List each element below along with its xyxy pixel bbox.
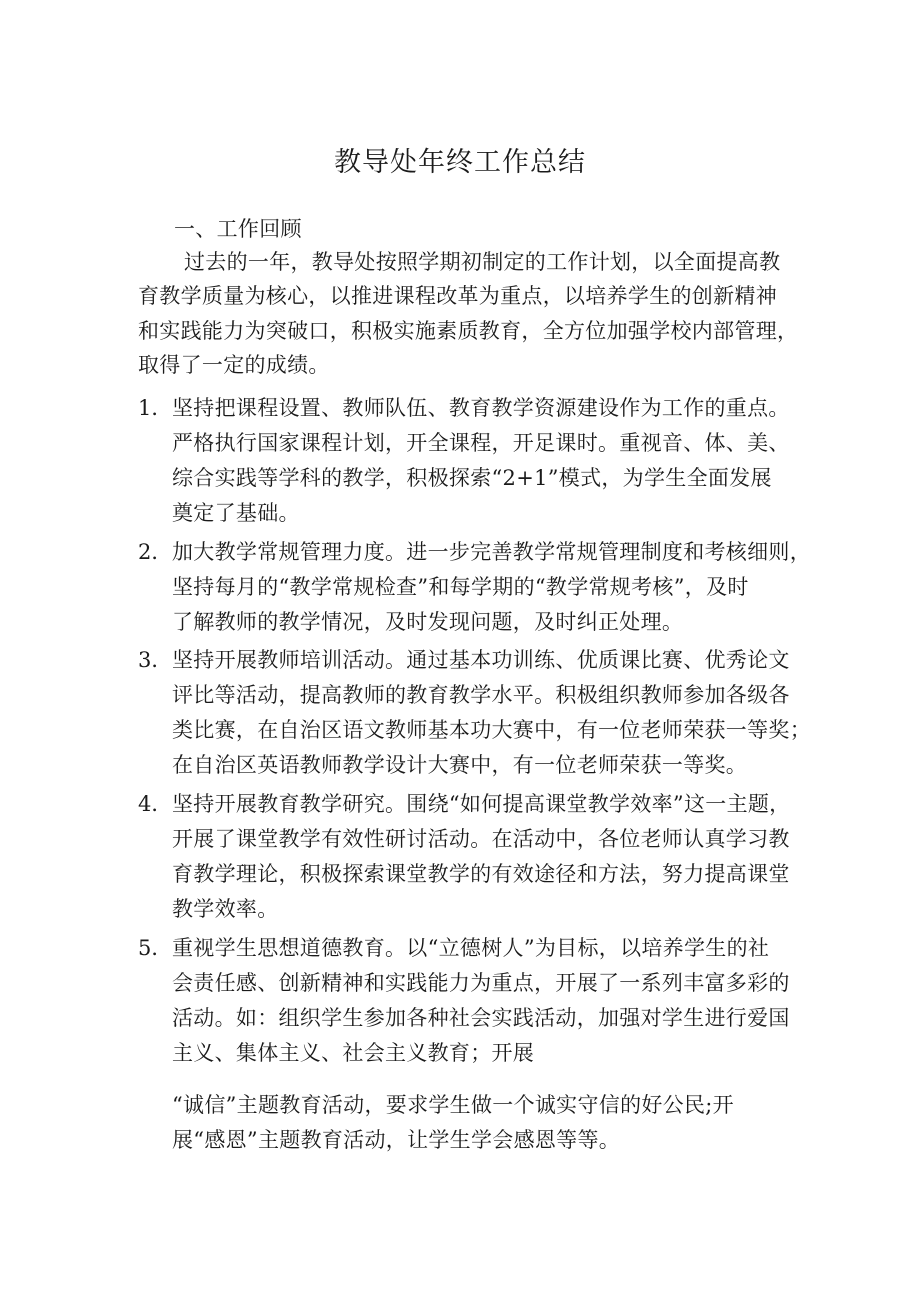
list-item-line: 综合实践等学科的教学，积极探索“2+1”模式，为学生全面发展	[172, 466, 772, 490]
list-item-line: 加大教学常规管理力度。进一步完善教学常规管理制度和考核细则，	[172, 540, 811, 564]
continuation-line: 展“感恩”主题教育活动，让学生学会感恩等等。	[172, 1128, 621, 1152]
paragraph-line: 过去的一年，教导处按照学期初制定的工作计划，以全面提高教	[184, 250, 781, 274]
paragraph-line: 和实践能力为突破口，积极实施素质教育，全方位加强学校内部管理，	[138, 319, 799, 343]
list-item-line: 坚持把课程设置、教师队伍、教育教学资源建设作为工作的重点。	[172, 396, 790, 420]
list-item-line: 开展了课堂教学有效性研讨活动。在活动中，各位老师认真学习教	[172, 827, 790, 851]
list-item-number: 1．	[138, 396, 173, 420]
list-item-line: 重视学生思想道德教育。以“立德树人”为目标，以培养学生的社	[172, 936, 770, 960]
list-item-number: 4．	[138, 792, 173, 816]
list-item-line: 教学效率。	[172, 897, 279, 921]
list-item-line: 会责任感、创新精神和实践能力为重点，开展了一系列丰富多彩的	[172, 971, 790, 995]
list-item-line: 了解教师的教学情况，及时发现问题，及时纠正处理。	[172, 610, 684, 634]
list-item-number: 5．	[138, 936, 173, 960]
list-item-line: 活动。如：组织学生参加各种社会实践活动，加强对学生进行爱国	[172, 1006, 790, 1030]
list-item-line: 严格执行国家课程计划，开全课程，开足课时。重视音、体、美、	[172, 431, 790, 455]
list-item-line: 主义、集体主义、社会主义教育；开展	[172, 1041, 535, 1065]
list-item-number: 3．	[138, 648, 173, 672]
continuation-line: “诚信”主题教育活动，要求学生做一个诚实守信的好公民;开	[172, 1093, 734, 1117]
section-heading: 一、工作回顾	[174, 217, 302, 241]
list-item-line: 坚持开展教师培训活动。通过基本功训练、优质课比赛、优秀论文	[172, 648, 790, 672]
list-item-line: 在自治区英语教师教学设计大赛中，有一位老师荣获一等奖。	[172, 753, 748, 777]
list-item-line: 坚持开展教育教学研究。围绕“如何提高课堂教学效率”这一主题，	[172, 792, 791, 816]
paragraph-line: 育教学质量为核心，以推进课程改革为重点，以培养学生的创新精神	[138, 284, 777, 308]
list-item-line: 育教学理论，积极探索课堂教学的有效途径和方法，努力提高课堂	[172, 862, 790, 886]
list-item-number: 2．	[138, 540, 173, 564]
document-title: 教导处年终工作总结	[334, 147, 586, 178]
list-item-line: 坚持每月的“教学常规检查”和每学期的“教学常规考核”，及时	[172, 575, 749, 599]
paragraph-line: 取得了一定的成绩。	[138, 353, 330, 377]
list-item-line: 评比等活动，提高教师的教育教学水平。积极组织教师参加各级各	[172, 683, 790, 707]
list-item-line: 类比赛，在自治区语文教师基本功大赛中，有一位老师荣获一等奖；	[172, 718, 811, 742]
list-item-line: 奠定了基础。	[172, 501, 300, 525]
